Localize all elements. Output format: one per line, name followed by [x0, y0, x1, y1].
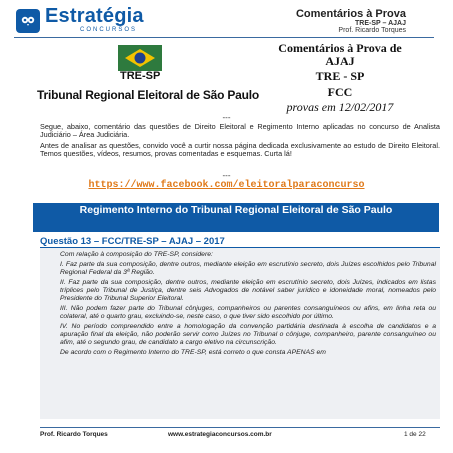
intro-paragraph-2: Antes de analisar as questões, convido você a curtir nossa página dedicada exclusivamente ao estudo de Direito Eleitoral. Temos questões, vídeos, resumos, provas comentadas e esquemas. Curta lá! — [40, 140, 440, 159]
question-item: I. Faz parte da sua composição, dentre outros, mediante eleição em escrutínio secreto, dois Juízes escolhidos pelo Tribunal Regional Federal da 3ª Região. — [60, 261, 436, 276]
question-item: III. Não podem fazer parte do Tribunal cônjuges, companheiros ou parentes consanguíneos ou afins, em linha reta ou colateral, até o quarto grau, excluindo-se, neste caso, o que tiver sido escolhido por último. — [60, 305, 436, 320]
header-info — [206, 8, 406, 34]
exam-title-block — [240, 42, 440, 114]
question-item: IV. No período compreendido entre a homologação da convenção partidária destinada à escolha de candidatos e a apuração final da eleição, não poderão servir como Juízes no Tribunal o cônjuge, companheiro, parente consanguíneo ou afim, até o segundo grau, de candidato a cargo eletivo na circunscrição. — [60, 323, 436, 346]
question-item: II. Faz parte da sua composição, dentre outros, mediante eleição em escrutínio secreto, dois Juízes, indicados em listas tríplices pelo Tribunal de Justiça, dentre seis Advogados de notável saber jurídico e idoneidade moral, nomeados pelo Presidente do Tribunal Superior Eleitoral. — [60, 279, 436, 302]
title-line-4: FCC — [327, 85, 353, 99]
doc-title: Comentários à Prova — [295, 8, 406, 20]
intro-paragraph-1: Segue, abaixo, comentário das questões de Direito Eleitoral e Regimento Interno aplicadas no concurso de Analista Judiciário – Área Judiciária. — [40, 122, 440, 140]
question-title: Questão 13 – FCC/TRE-SP – AJAJ – 2017 — [40, 236, 225, 247]
footer-divider — [40, 427, 440, 428]
title-line-3: TRE - SP — [315, 69, 365, 83]
owl-icon — [16, 9, 40, 33]
question-stem: Com relação à composição do TRE-SP, considere: — [60, 251, 213, 258]
question-closing: De acordo com o Regimento Interno do TRE-SP, está correto o que consta APENAS em — [60, 349, 326, 356]
doc-subtitle: TRE-SP – AJAJ — [355, 20, 406, 27]
page-number: 1 de 22 — [404, 431, 426, 438]
separator: --- — [222, 113, 231, 122]
tre-code: TRE-SP — [120, 70, 161, 82]
question-text — [60, 251, 436, 359]
brand-name: Estratégia — [45, 5, 144, 27]
brazil-flag-icon — [118, 45, 162, 71]
title-line-1: Comentários à Prova de — [278, 41, 402, 55]
facebook-link[interactable]: https://www.facebook.com/eleitoralparaconcurso — [88, 180, 365, 191]
brand-subtitle: CONCURSOS — [80, 27, 138, 33]
tre-name: Tribunal Regional Eleitoral de São Paulo — [37, 88, 260, 102]
section-banner: Regimento Interno do Tribunal Regional Eleitoral de São Paulo — [33, 203, 439, 232]
tre-logo — [118, 45, 162, 71]
footer-professor: Prof. Ricardo Torques — [40, 431, 108, 438]
footer-url[interactable]: www.estrategiaconcursos.com.br — [168, 431, 272, 438]
separator: --- — [222, 171, 231, 180]
estrategia-logo — [16, 5, 186, 35]
title-line-2: AJAJ — [325, 54, 355, 68]
intro-text — [40, 123, 440, 161]
professor-name: Prof. Ricardo Torques — [338, 27, 406, 34]
header-divider — [14, 37, 434, 38]
exam-date: provas em 12/02/2017 — [286, 100, 394, 114]
